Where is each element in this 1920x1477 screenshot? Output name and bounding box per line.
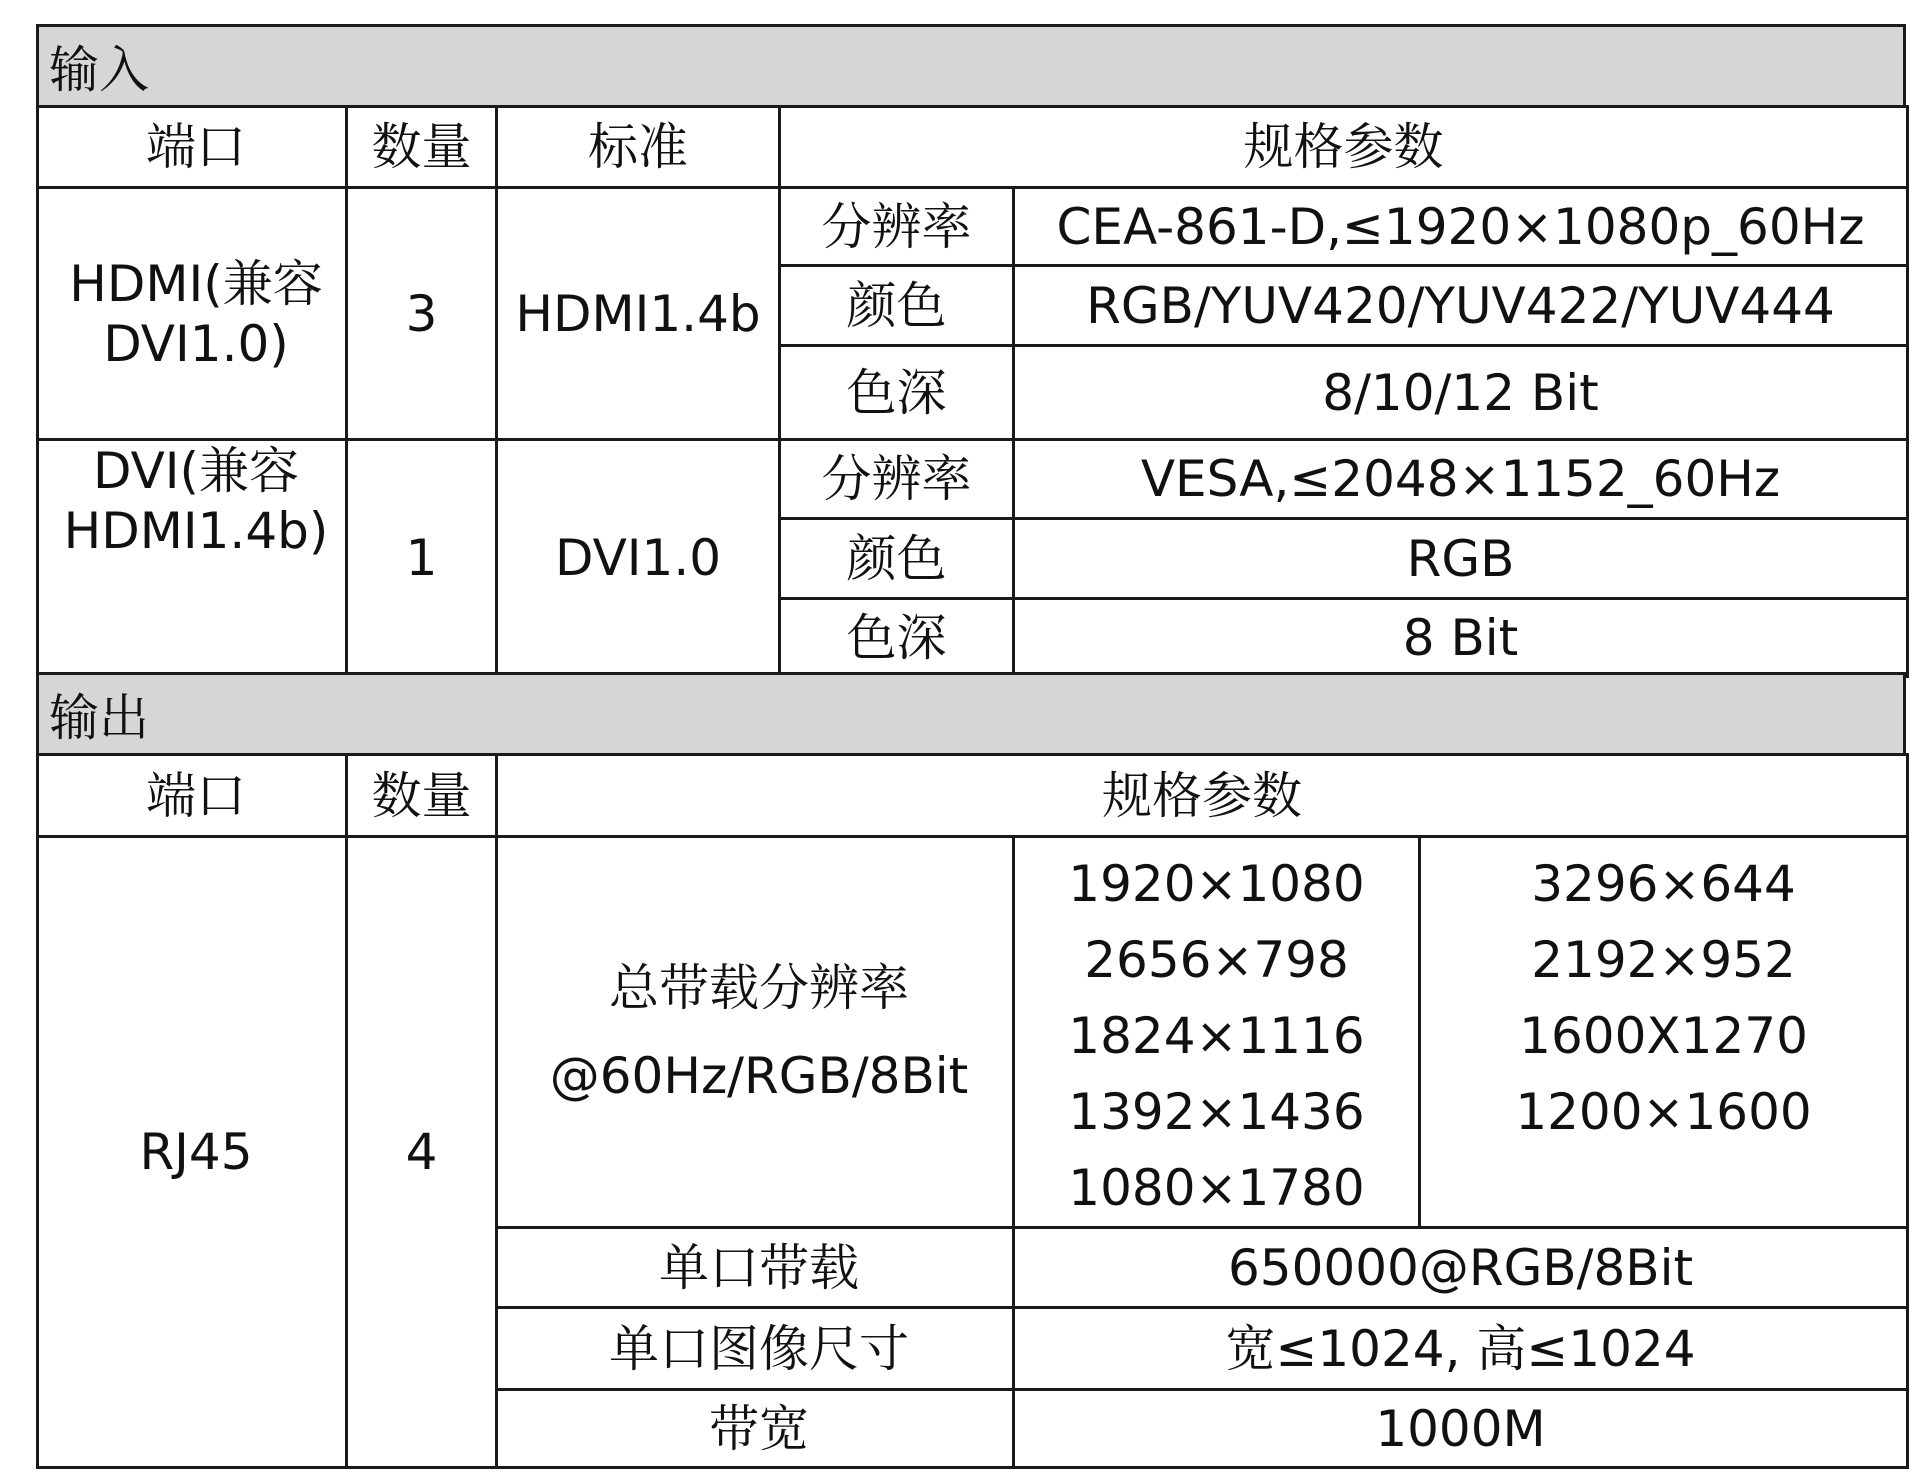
spec-value: 1000M [1014, 1390, 1908, 1468]
section-title-input: 输入 [49, 41, 149, 99]
resolution-item: 3296×644 [1531, 855, 1796, 913]
header-spec: 规格参数 [497, 755, 1908, 837]
spec-value: 宽≤1024, 高≤1024 [1014, 1308, 1908, 1390]
spec-name: 带宽 [497, 1390, 1014, 1468]
resolution-item: 1600X1270 [1519, 1007, 1808, 1065]
qty-dvi: 1 [347, 440, 497, 677]
output-header-row [38, 755, 1908, 837]
resolution-item: 2192×952 [1531, 931, 1796, 989]
port-line: DVI(兼容 [92, 442, 300, 500]
header-spec: 规格参数 [780, 107, 1908, 188]
port-line: HDMI(兼容 [69, 254, 323, 313]
port-line: HDMI1.4b) [63, 502, 329, 560]
port-hdmi [38, 188, 347, 440]
section-title-output: 输出 [49, 689, 149, 747]
input-header-row [38, 107, 1908, 188]
spec-value: 8/10/12 Bit [1014, 346, 1908, 440]
resolution-item: 1392×1436 [1068, 1083, 1365, 1141]
spec-value: VESA,≤2048×1152_60Hz [1014, 440, 1908, 519]
resolution-item: 1080×1780 [1068, 1159, 1365, 1217]
header-qty: 数量 [347, 755, 497, 837]
resolution-col-2 [1420, 837, 1908, 1228]
header-standard: 标准 [497, 107, 780, 188]
spec-name: 单口带载 [497, 1228, 1014, 1308]
header-port: 端口 [38, 107, 347, 188]
total-load-label [497, 837, 1014, 1228]
port-rj45: RJ45 [38, 837, 347, 1468]
standard-dvi: DVI1.0 [497, 440, 780, 677]
qty-hdmi: 3 [347, 188, 497, 440]
standard-hdmi: HDMI1.4b [497, 188, 780, 440]
spec-value: CEA-861-D,≤1920×1080p_60Hz [1014, 188, 1908, 266]
spec-value: 650000@RGB/8Bit [1014, 1228, 1908, 1308]
table-row [38, 440, 1908, 519]
resolution-item: 1200×1600 [1515, 1083, 1812, 1141]
spec-name: 颜色 [780, 519, 1014, 599]
spec-value: RGB/YUV420/YUV422/YUV444 [1014, 266, 1908, 346]
spec-name: 色深 [780, 346, 1014, 440]
resolution-item: 2656×798 [1084, 931, 1349, 989]
total-load-label-line: @60Hz/RGB/8Bit [549, 1047, 969, 1105]
output-table [36, 753, 1909, 1469]
port-dvi [38, 440, 347, 677]
table-row [38, 837, 1908, 1228]
table-row [38, 188, 1908, 266]
resolution-col-1 [1014, 837, 1420, 1228]
header-port: 端口 [38, 755, 347, 837]
spec-name: 分辨率 [780, 188, 1014, 266]
spec-name: 色深 [780, 599, 1014, 677]
section-header-output [36, 672, 1906, 756]
total-load-label-line: 总带载分辨率 [609, 959, 909, 1017]
resolution-item: 1920×1080 [1068, 855, 1365, 913]
section-header-input [36, 24, 1906, 108]
input-table [36, 105, 1909, 678]
resolution-item: 1824×1116 [1068, 1007, 1365, 1065]
header-qty: 数量 [347, 107, 497, 188]
spec-name: 分辨率 [780, 440, 1014, 519]
port-line: DVI1.0) [103, 314, 289, 373]
spec-value: 8 Bit [1014, 599, 1908, 677]
spec-name: 单口图像尺寸 [497, 1308, 1014, 1390]
qty-rj45: 4 [347, 837, 497, 1468]
spec-sheet [36, 24, 1906, 1460]
spec-value: RGB [1014, 519, 1908, 599]
spec-name: 颜色 [780, 266, 1014, 346]
